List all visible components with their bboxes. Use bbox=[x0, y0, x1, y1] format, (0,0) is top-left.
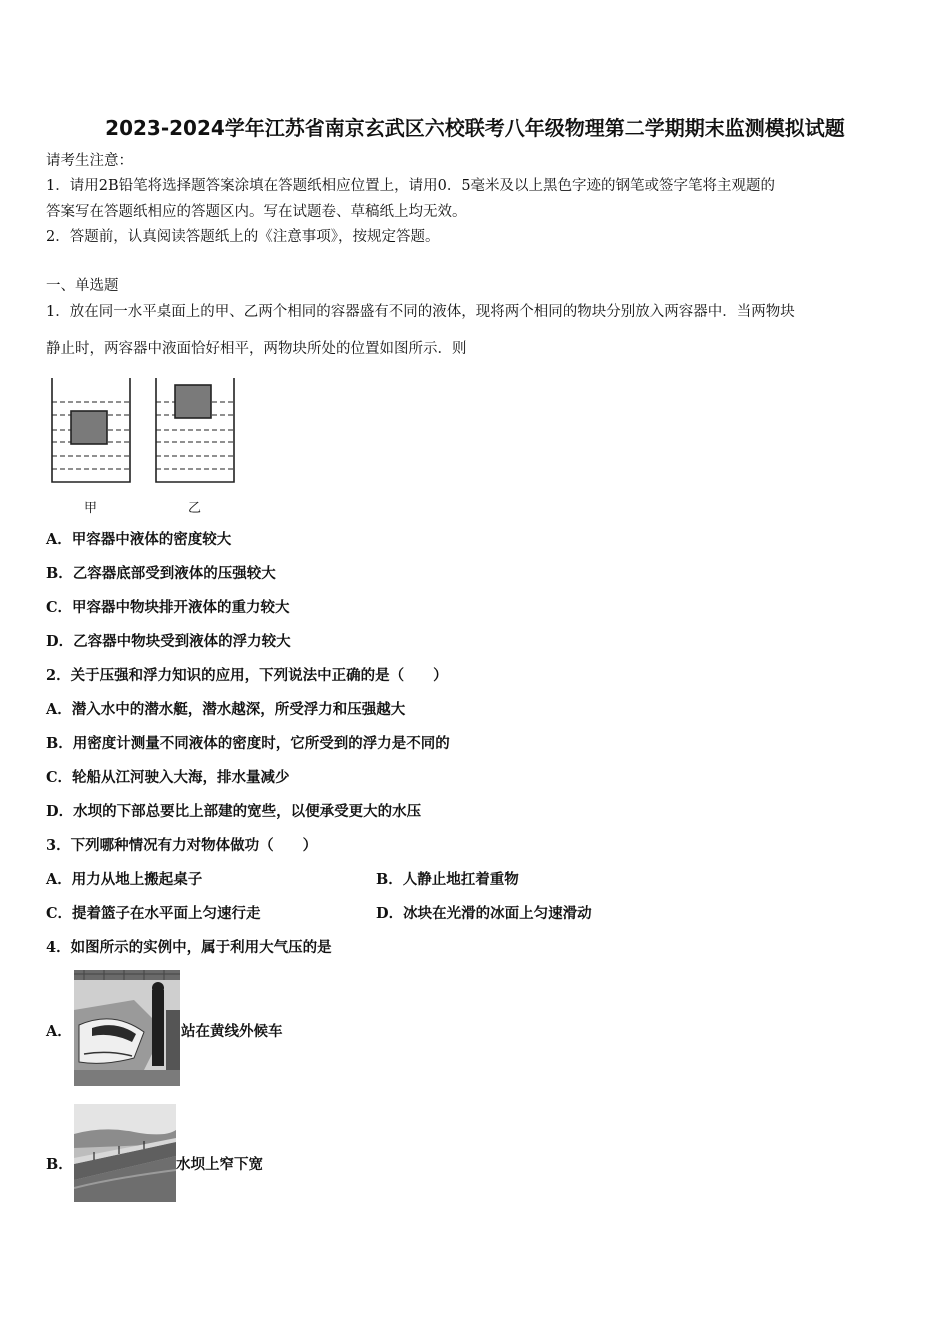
notice-line-2: 答案写在答题纸相应的答题区内。写在试题卷、草稿纸上均无效。 bbox=[46, 204, 467, 220]
q3-option-c: C．提着篮子在水平面上匀速行走 bbox=[46, 905, 261, 922]
q1-stem-line-1: 1．放在同一水平桌面上的甲、乙两个相同的容器盛有不同的液体，现将两个相同的物块分别放入两容器中．当两物块 bbox=[46, 304, 795, 320]
q1-stem-line-2: 静止时，两容器中液面恰好相平，两物块所处的位置如图所示．则 bbox=[46, 341, 467, 357]
q4-option-a-letter: A． bbox=[46, 1023, 72, 1040]
q4-stem: 4．如图所示的实例中，属于利用大气压的是 bbox=[46, 939, 332, 956]
q2-option-c: C．轮船从江河驶入大海，排水量减少 bbox=[46, 769, 290, 786]
notice-line-3: 2．答题前，认真阅读答题纸上的《注意事项》，按规定答题。 bbox=[46, 229, 440, 245]
q4-option-a-text: 站在黄线外候车 bbox=[181, 1023, 283, 1040]
q1-option-a: A．甲容器中液体的密度较大 bbox=[46, 531, 232, 548]
q3-stem: 3．下列哪种情况有力对物体做功（ ） bbox=[46, 837, 318, 854]
dam-photo bbox=[74, 1104, 176, 1202]
q4-option-b-letter: B． bbox=[46, 1156, 73, 1173]
q3-option-d: D．冰块在光滑的冰面上匀速滑动 bbox=[376, 905, 592, 922]
q4-option-b-text: 水坝上窄下宽 bbox=[176, 1156, 263, 1173]
q2-stem: 2．关于压强和浮力知识的应用，下列说法中正确的是（ ） bbox=[46, 667, 448, 684]
notice-line-1: 1．请用2B铅笔将选择题答案涂填在答题纸相应位置上，请用0．5毫米及以上黑色字迹的钢笔或签字笔将主观题的 bbox=[46, 178, 776, 194]
section-heading: 一、单选题 bbox=[46, 278, 119, 294]
q1-option-c: C．甲容器中物块排开液体的重力较大 bbox=[46, 599, 290, 616]
block-in-yi bbox=[175, 385, 211, 418]
q2-option-b: B．用密度计测量不同液体的密度时，它所受到的浮力是不同的 bbox=[46, 735, 450, 752]
train-platform-photo bbox=[74, 970, 180, 1086]
q2-option-d: D．水坝的下部总要比上部建的宽些，以便承受更大的水压 bbox=[46, 803, 422, 820]
q3-option-b: B．人静止地扛着重物 bbox=[376, 871, 519, 888]
q3-option-a: A．用力从地上搬起桌子 bbox=[46, 871, 203, 888]
q1-option-d: D．乙容器中物块受到液体的浮力较大 bbox=[46, 633, 291, 650]
fig-label-yi: 乙 bbox=[188, 501, 202, 516]
document-title: 2023-2024学年江苏省南京玄武区六校联考八年级物理第二学期期末监测模拟试题 bbox=[105, 116, 845, 140]
block-in-jia bbox=[71, 411, 107, 444]
notice-heading: 请考生注意： bbox=[46, 153, 133, 169]
q1-container-figure bbox=[46, 372, 246, 517]
q1-option-b: B．乙容器底部受到液体的压强较大 bbox=[46, 565, 276, 582]
q2-option-a: A．潜入水中的潜水艇，潜水越深，所受浮力和压强越大 bbox=[46, 701, 406, 718]
fig-label-jia: 甲 bbox=[84, 501, 98, 516]
